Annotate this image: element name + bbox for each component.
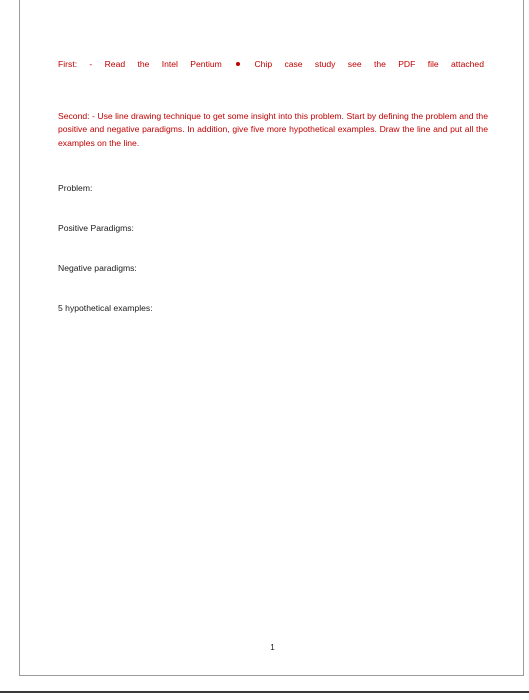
first-word: the [137,59,150,69]
hypothetical-examples-label: 5 hypothetical examples: [58,303,153,313]
first-word: - [89,59,93,69]
first-word: see [347,59,362,69]
first-word: First: [58,59,78,69]
second-instruction-paragraph: Second: - Use line drawing technique to get some insight into this problem. Start by defining the problem and the positive and negative paradigms. In addition, give five more hypothetical examples. Draw the line and put all the examples on the line. [58,111,488,148]
first-word: file [427,59,439,69]
problem-label: Problem: [58,183,93,193]
page-number: 1 [270,643,275,652]
first-word: Chip [254,59,273,69]
first-instruction-line [58,58,484,70]
first-word: PDF [398,59,416,69]
first-word: Pentium [190,59,222,69]
document-page [19,0,524,676]
first-word: the [373,59,386,69]
first-word: attached [451,59,484,69]
positive-paradigms-label: Positive Paradigms: [58,223,134,233]
bullet-icon [236,62,240,66]
first-word: Read [104,59,126,69]
bottom-divider [0,691,529,693]
first-word: case [284,59,303,69]
first-word: Intel [161,59,178,69]
negative-paradigms-label: Negative paradigms: [58,263,137,273]
first-word: study [314,59,336,69]
